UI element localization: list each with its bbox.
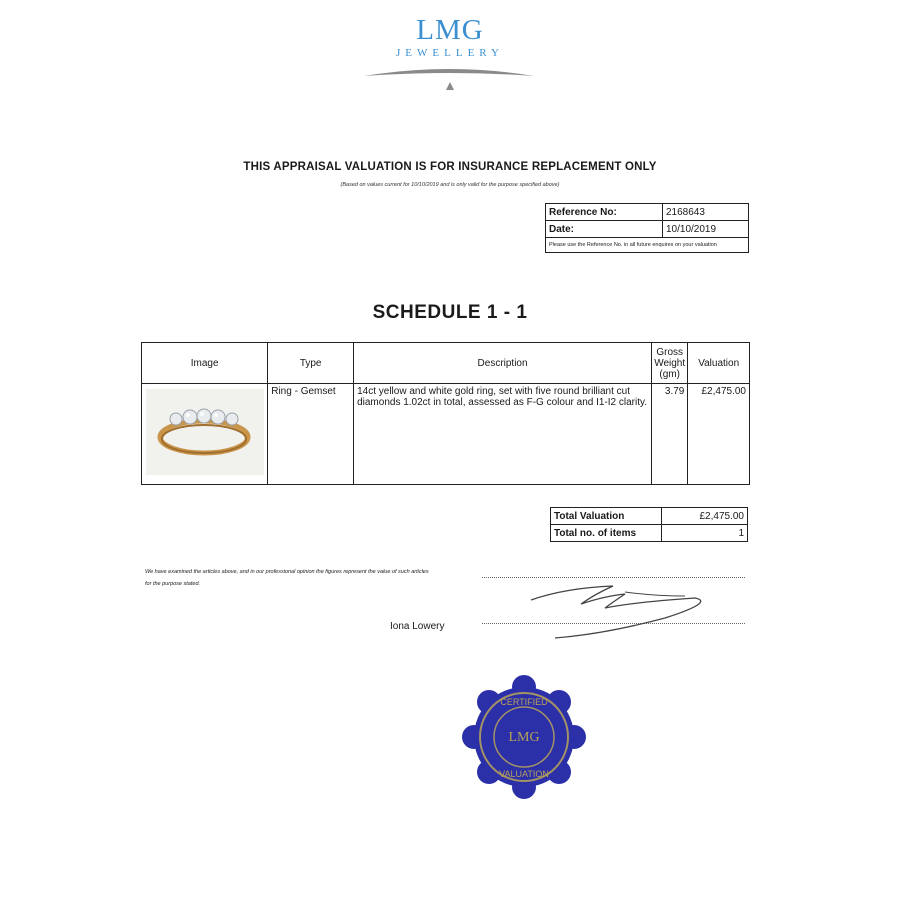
company-logo-text: LMG bbox=[416, 14, 484, 46]
document-title: THIS APPRAISAL VALUATION IS FOR INSURANCE REPLACEMENT ONLY bbox=[243, 161, 657, 173]
date-value: 10/10/2019 bbox=[663, 221, 749, 238]
item-valuation: £2,475.00 bbox=[688, 384, 750, 485]
header-image: Image bbox=[142, 343, 268, 384]
seal-text-top: CERTIFIED bbox=[500, 697, 548, 707]
company-logo-subtitle: JEWELLERY bbox=[396, 47, 504, 59]
document-subtitle: (Based on values current for 10/10/2019 and is only valid for the purpose specified above) bbox=[340, 182, 560, 188]
opinion-statement bbox=[145, 566, 490, 590]
item-weight: 3.79 bbox=[652, 384, 688, 485]
item-image-cell bbox=[142, 384, 268, 485]
valuation-table bbox=[141, 342, 750, 485]
total-valuation-label: Total Valuation bbox=[551, 508, 662, 525]
total-valuation-value: £2,475.00 bbox=[662, 508, 748, 525]
diamond-ring-icon bbox=[146, 389, 264, 475]
schedule-title: SCHEDULE 1 - 1 bbox=[372, 302, 528, 323]
table-row bbox=[142, 384, 750, 485]
signer-name: Iona Lowery bbox=[390, 621, 445, 632]
date-row bbox=[546, 221, 749, 238]
total-valuation-row bbox=[551, 508, 748, 525]
reference-label: Reference No: bbox=[546, 204, 663, 221]
handwritten-signature-icon bbox=[525, 578, 725, 642]
header-description: Description bbox=[354, 343, 652, 384]
header-valuation: Valuation bbox=[688, 343, 750, 384]
reference-row bbox=[546, 204, 749, 221]
certification-seal-icon bbox=[462, 675, 586, 799]
seal-text-bottom: VALUATION bbox=[499, 769, 549, 779]
opinion-line-2: for the purpose stated. bbox=[145, 581, 201, 587]
opinion-line-1: We have examined the articles above, and in our professional opinion the figures represent the value of such articles bbox=[145, 569, 429, 575]
reference-note-row bbox=[546, 238, 749, 253]
header-gross-weight: Gross Weight (gm) bbox=[652, 343, 688, 384]
item-type: Ring - Gemset bbox=[268, 384, 354, 485]
reference-table bbox=[545, 203, 749, 253]
total-items-value: 1 bbox=[662, 525, 748, 542]
table-header-row bbox=[142, 343, 750, 384]
reference-value: 2168643 bbox=[663, 204, 749, 221]
total-items-row bbox=[551, 525, 748, 542]
reference-note: Please use the Reference No. in all future enquires on your valuation bbox=[546, 238, 749, 253]
header-type: Type bbox=[268, 343, 354, 384]
seal-text-center: LMG bbox=[508, 730, 540, 745]
total-items-label: Total no. of items bbox=[551, 525, 662, 542]
totals-table bbox=[550, 507, 748, 542]
logo-swoosh-icon bbox=[362, 62, 538, 94]
date-label: Date: bbox=[546, 221, 663, 238]
item-description: 14ct yellow and white gold ring, set with five round brilliant cut diamonds 1.02ct in total, assessed as F-G colour and I1-I2 clarity. bbox=[354, 384, 652, 485]
